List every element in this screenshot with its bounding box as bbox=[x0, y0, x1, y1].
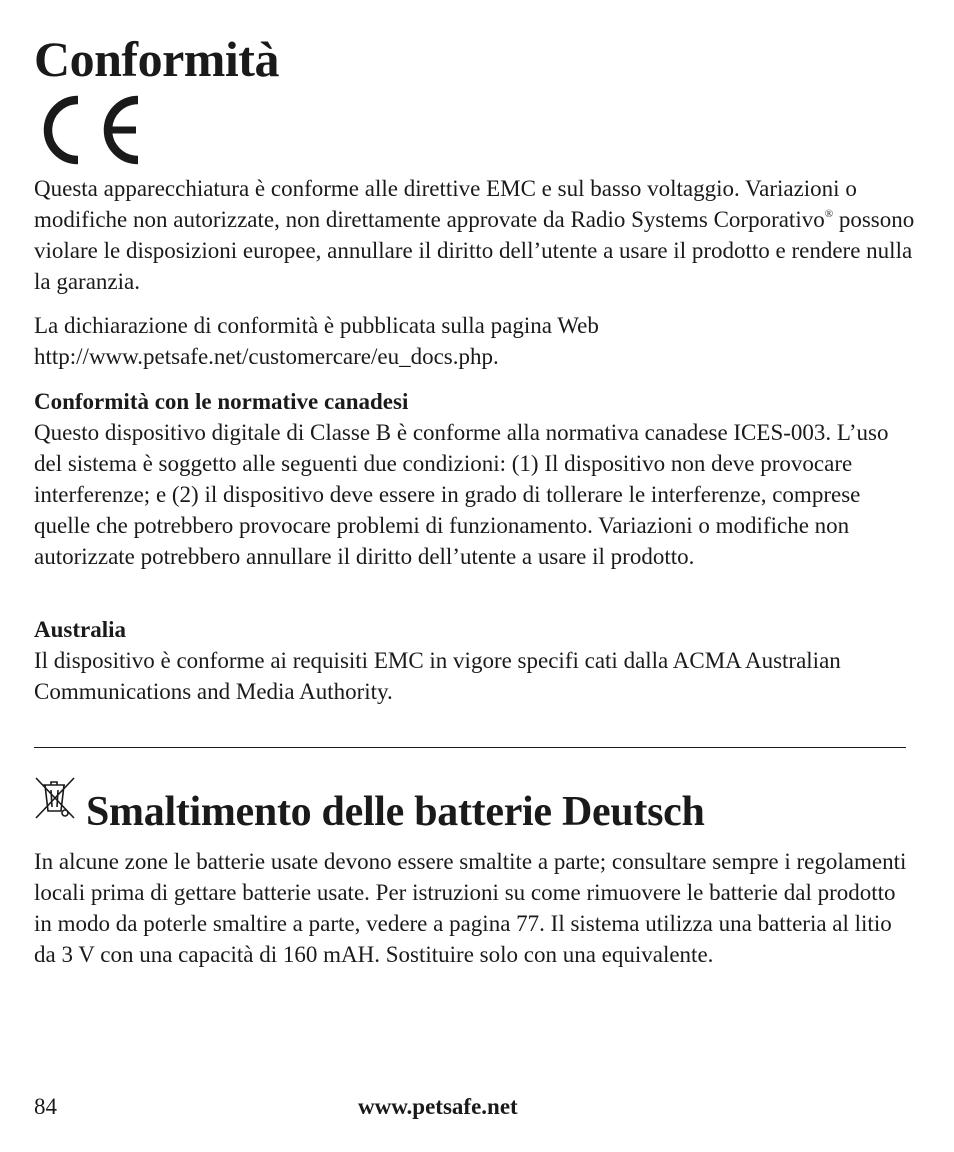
disposal-title: Smaltimento delle batterie Deutsch bbox=[86, 789, 705, 835]
footer-url: www.petsafe.net bbox=[358, 1094, 518, 1119]
ce-mark-icon bbox=[34, 92, 144, 168]
canada-heading: Conformità con le normative canadesi bbox=[34, 389, 409, 414]
compliance-paragraph-2: La dichiarazione di conformità è pubblicata sulla pagina Web http://www.petsafe.net/customercare/eu_docs.php. bbox=[34, 313, 599, 369]
crossed-bin-icon bbox=[34, 776, 76, 820]
section-divider bbox=[34, 747, 906, 748]
page-title: Conformità bbox=[34, 31, 279, 87]
australia-paragraph: Il dispositivo è conforme ai requisiti EMC in vigore specifi cati dalla ACMA Australian Communications and Media Authority. bbox=[34, 648, 841, 704]
australia-heading: Australia bbox=[34, 617, 126, 642]
canada-paragraph: Questo dispositivo digitale di Classe B è conforme alla normativa canadese ICES-003. L’uso del sistema è soggetto alle seguenti due condizioni: (1) Il dispositivo non deve provocare interferenze; e (2) il dispositivo deve essere in grado di tollerare le interferenze, comprese quelle che potrebbero provocare problemi di funzionamento. Variazioni o modifiche non autorizzate potrebbero annullare il diritto dell’utente a usare il prodotto. bbox=[34, 420, 889, 569]
disposal-paragraph: In alcune zone le batterie usate devono essere smaltite a parte; consultare sempre i regolamenti locali prima di gettare batterie usate. Per istruzioni su come rimuovere le batterie dal prodotto in modo da poterle smaltire a parte, vedere a pagina 77. Il sistema utilizza una batteria al litio da 3 V con una capacità di 160 mAH. Sostituire solo con una equivalente. bbox=[34, 849, 907, 967]
compliance-paragraph-1: Questa apparecchiatura è conforme alle direttive EMC e sul basso voltaggio. Variazioni o modifiche non autorizzate, non direttamente approvate da Radio Systems Corporativo® possono violare le disposizioni europee, annullare il diritto dell’utente a usare il prodotto e rendere nulla la garanzia. bbox=[34, 176, 915, 294]
registered-mark: ® bbox=[824, 208, 834, 220]
page-number: 84 bbox=[34, 1094, 57, 1119]
